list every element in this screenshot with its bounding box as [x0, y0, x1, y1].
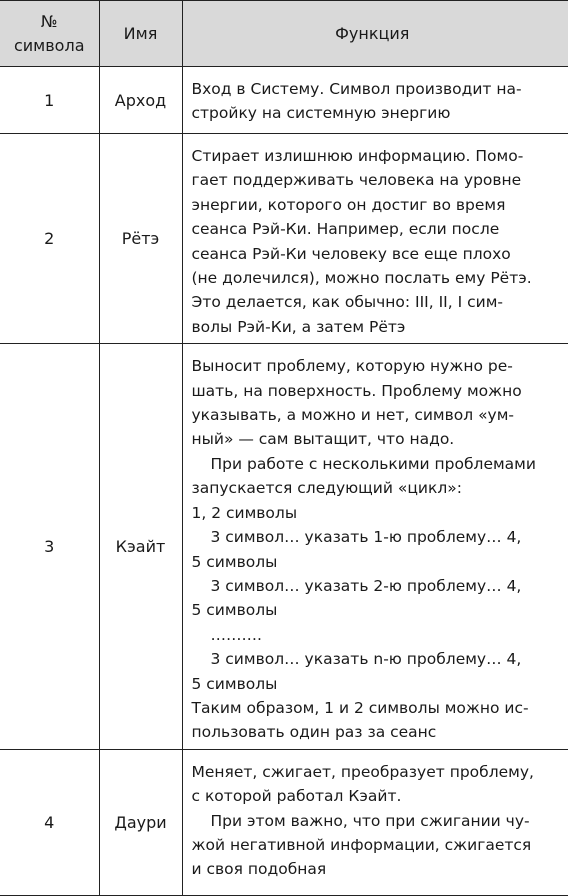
function-line: шать, на поверхность. Проблему можно — [191, 381, 522, 400]
function-line: указывать, а можно и нет, символ «ум- — [191, 406, 515, 425]
function-line: Меняет, сжигает, преобразует проблему, — [191, 762, 534, 781]
function-line: пользовать один раз за сеанс — [191, 723, 437, 742]
symbol-name: Кэайт — [99, 344, 182, 750]
function-line: с которой работал Кэайт. — [191, 787, 402, 806]
function-line: 3 символ… указать n-ю проблему… 4, — [210, 650, 522, 669]
symbol-function — [182, 344, 568, 750]
header-name: Имя — [99, 1, 182, 67]
symbol-function — [182, 134, 568, 344]
function-line: Это делается, как обычно: III, II, I сим- — [191, 293, 503, 312]
function-line: волы Рэй-Ки, а затем Рётэ — [191, 317, 406, 336]
symbol-name: Рётэ — [99, 134, 182, 344]
function-line: При этом важно, что при сжигании чу- — [210, 811, 530, 830]
function-line: Выносит проблему, которую нужно ре- — [191, 357, 513, 376]
function-line: жой негативной информации, сжигается — [191, 835, 532, 854]
symbol-function — [182, 67, 568, 134]
function-line: сеанса Рэй-Ки. Например, если после — [191, 220, 500, 239]
header-function: Функция — [182, 1, 568, 67]
function-line: При работе с несколькими проблемами — [210, 454, 536, 473]
function-line: 1, 2 символы — [191, 503, 298, 522]
function-line: сеанса Рэй-Ки человеку все еще плохо — [191, 244, 511, 263]
function-line: ный» — сам вытащит, что надо. — [191, 430, 455, 449]
symbol-name: Даури — [99, 749, 182, 895]
symbol-number: 4 — [0, 749, 99, 895]
function-line: 3 символ… указать 1-ю проблему… 4, — [210, 528, 522, 547]
function-line: 5 символы — [191, 601, 278, 620]
table-row — [0, 134, 568, 344]
table-row — [0, 344, 568, 750]
function-line: 3 символ… указать 2-ю проблему… 4, — [210, 576, 522, 595]
symbol-name: Арход — [99, 67, 182, 134]
header-number-label: № символа — [13, 11, 85, 55]
table-row — [0, 67, 568, 134]
header-row — [0, 1, 568, 67]
function-line: (не долечился), можно послать ему Рётэ. — [191, 269, 532, 288]
function-line: гает поддерживать человека на уровне — [191, 171, 522, 190]
function-line: Стирает излишнюю информацию. Помо- — [191, 147, 524, 165]
symbol-function — [182, 749, 568, 895]
header-number — [0, 1, 99, 67]
function-line: запускается следующий «цикл»: — [191, 479, 462, 498]
function-line: Таким образом, 1 и 2 символы можно ис- — [191, 698, 529, 717]
symbol-number: 1 — [0, 67, 99, 134]
function-line: 5 символы — [191, 552, 278, 571]
function-line: Вход в Систему. Символ производит на- — [191, 80, 522, 98]
symbol-number: 2 — [0, 134, 99, 344]
function-line: ………. — [210, 625, 262, 644]
function-line: стройку на системную энергию — [191, 104, 451, 123]
function-line: и своя подобная — [191, 860, 327, 879]
function-line: 5 символы — [191, 674, 278, 693]
table-row — [0, 749, 568, 895]
function-line: энергии, которого он достиг во время — [191, 195, 506, 214]
symbol-number: 3 — [0, 344, 99, 750]
